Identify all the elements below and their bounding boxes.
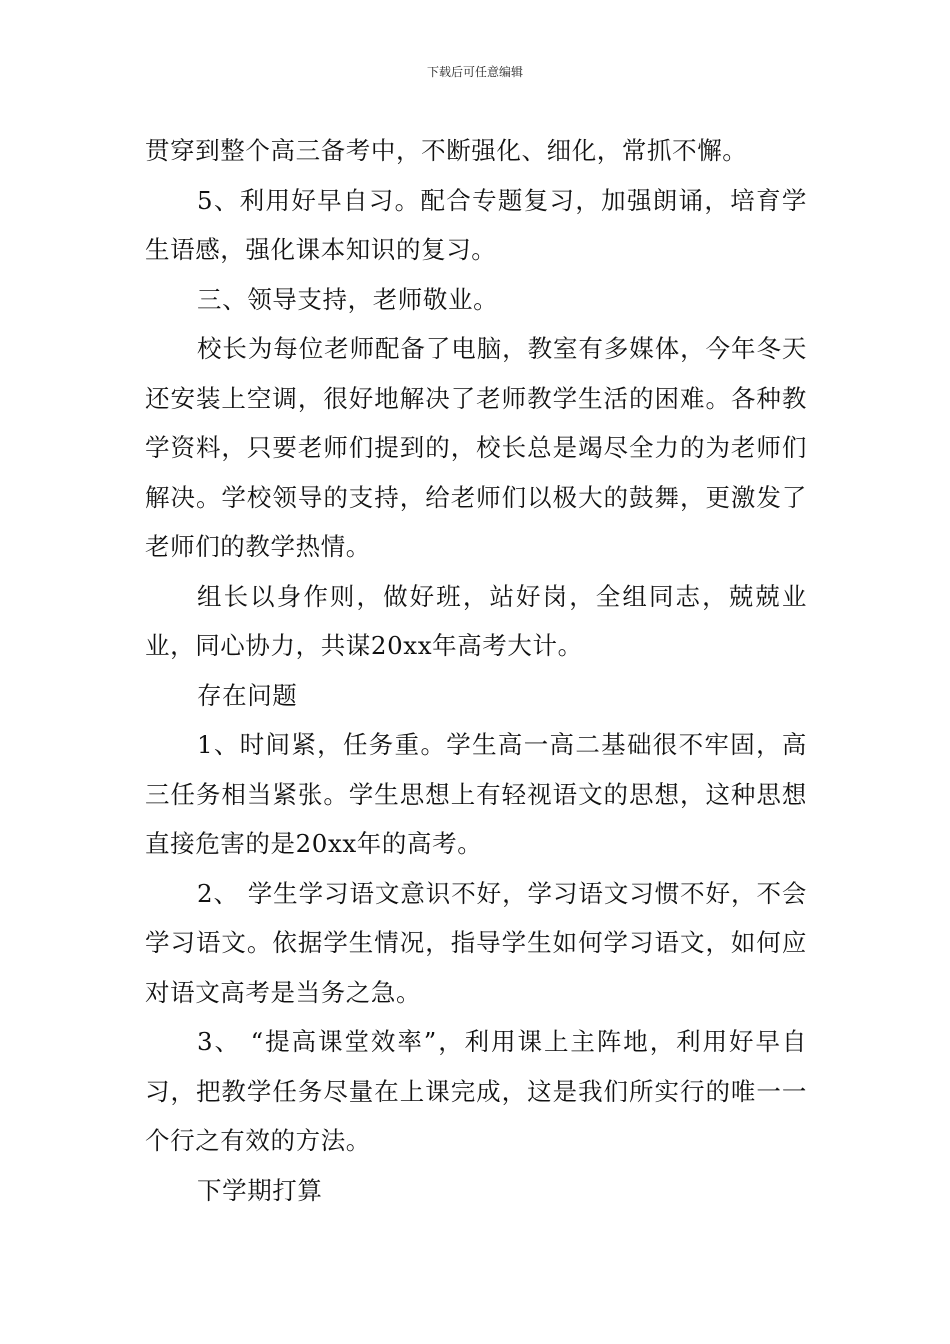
document-body (145, 126, 807, 1215)
paragraph-9: 3、 “提高课堂效率”，利用课上主阵地，利用好早自习，把教学任务尽量在上课完成，这是我们所实行的唯一一个行之有效的方法。 (145, 1027, 807, 1155)
section-heading-next-term: 下学期打算 (197, 1175, 323, 1205)
paragraph-2: 5、利用好早自习。配合专题复习，加强朗诵，培育学生语感，强化课本知识的复习。 (145, 185, 807, 264)
section-heading-leadership: 三、领导支持，老师敬业。 (197, 284, 499, 314)
paragraph-8: 2、 学生学习语文意识不好，学习语文习惯不好，不会学习语文。依据学生情况，指导学生如何学习语文，如何应对语文高考是当务之急。 (145, 878, 807, 1007)
paragraph-1: 贯穿到整个高三备考中，不断强化、细化，常抓不懈。 (145, 136, 748, 165)
section-heading-problems: 存在问题 (197, 680, 298, 710)
paragraph-4: 校长为每位老师配备了电脑，教室有多媒体，今年冬天还安装上空调，很好地解决了老师教学生活的困难。各种教学资料，只要老师们提到的，校长总是竭尽全力的为老师们解决。学校领导的支持，给老师们以极大的鼓舞，更激发了老师们的教学热情。 (145, 334, 807, 561)
paragraph-7: 1、时间紧，任务重。学生高一高二基础很不牢固，高三任务相当紧张。学生思想上有轻视语文的思想，这种思想直接危害的是20xx年的高考。 (145, 730, 807, 858)
paragraph-5: 组长以身作则，做好班，站好岗，全组同志，兢兢业业，同心协力，共谋20xx年高考大计。 (145, 581, 807, 660)
page-header-note: 下载后可任意编辑 (426, 65, 523, 79)
